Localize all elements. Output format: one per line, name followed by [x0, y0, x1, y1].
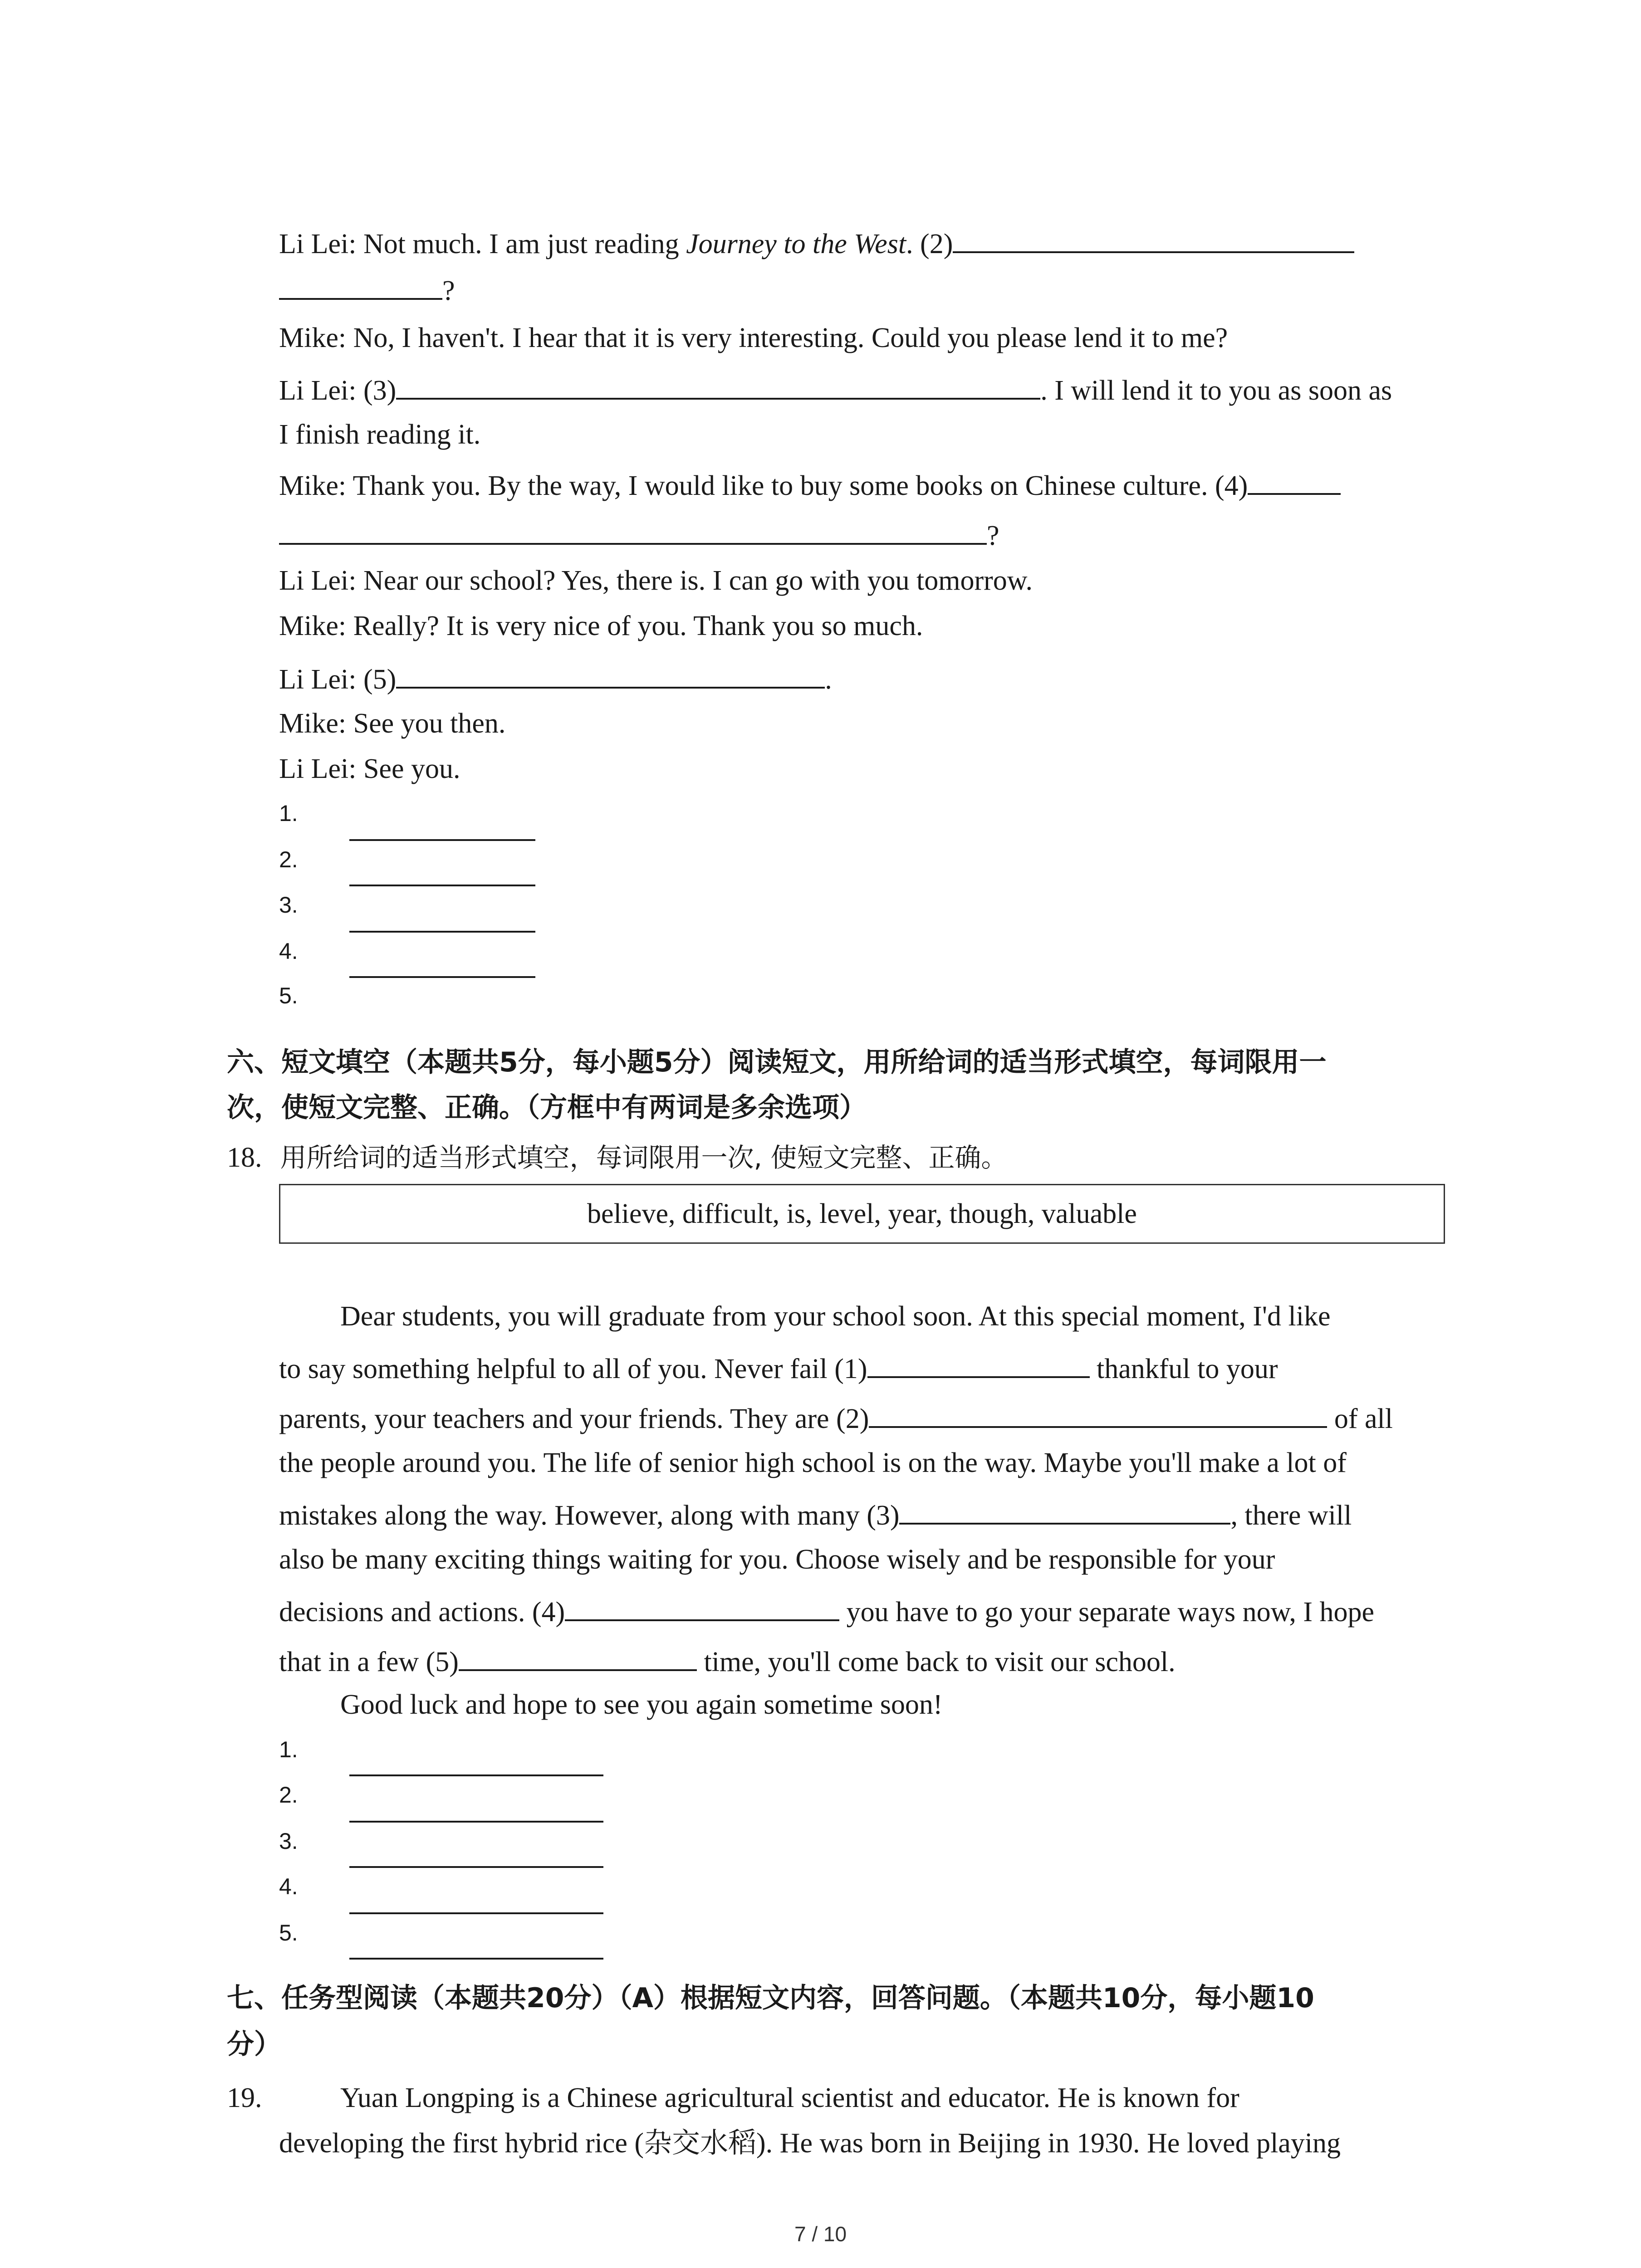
dialogue-line	[279, 370, 1392, 409]
dialogue-line: Li Lei: Near our school? Yes, there is. I can go with you tomorrow.	[279, 565, 1033, 596]
passage-text: to say something helpful to all of you. Never fail (1)	[279, 1354, 867, 1384]
word-box: believe, difficult, is, level, year, though, valuable	[279, 1184, 1445, 1244]
blank-line	[1248, 465, 1341, 495]
answer-number: 5.	[279, 983, 298, 1008]
section-heading: 六、短文填空（本题共5分，每小题5分）阅读短文，用所给词的适当形式填空，每词限用一	[227, 1046, 1327, 1078]
answer-number: 3.	[279, 1828, 298, 1854]
blank-line	[953, 223, 1354, 253]
passage-line	[279, 1591, 1374, 1630]
dialogue-line	[279, 223, 1354, 262]
book-title: Journey to the West	[686, 229, 906, 259]
section-heading: 次，使短文完整、正确。（方框中有两词是多余选项）	[227, 1092, 867, 1124]
blank-line	[899, 1495, 1230, 1525]
passage-text: of all	[1327, 1403, 1393, 1434]
blank-line	[279, 270, 442, 300]
dialogue-line	[279, 515, 999, 554]
question-18	[227, 1139, 1007, 1176]
page-number: 7 / 10	[794, 2222, 847, 2246]
answer-blank[interactable]	[349, 885, 535, 886]
dialogue-line	[279, 659, 832, 698]
dialogue-text: ?	[442, 275, 455, 306]
answer-blank[interactable]	[349, 976, 535, 978]
passage-line: also be many exciting things waiting for you. Choose wisely and be responsible for your	[279, 1544, 1275, 1575]
answer-blank[interactable]	[349, 839, 535, 841]
passage-line	[279, 1641, 1176, 1680]
dialogue-line	[279, 270, 455, 309]
dialogue-line: Li Lei: See you.	[279, 753, 460, 784]
dialogue-text: Li Lei: (5)	[279, 664, 397, 695]
answer-blank[interactable]	[349, 1912, 603, 1914]
section-heading: 分）	[227, 2028, 281, 2060]
passage-line: Yuan Longping is a Chinese agricultural scientist and educator. He is known for	[340, 2082, 1239, 2113]
question-number: 18.	[227, 1142, 262, 1173]
blank-line	[459, 1641, 697, 1671]
dialogue-text: . I will lend it to you as soon as	[1040, 375, 1392, 406]
passage-line: Dear students, you will graduate from your school soon. At this special moment, I'd like	[340, 1301, 1331, 1332]
dialogue-line: Mike: See you then.	[279, 708, 506, 739]
answer-number: 2.	[279, 1782, 298, 1808]
answer-blank[interactable]	[349, 931, 535, 933]
question-number: 19.	[227, 2082, 262, 2113]
blank-line	[867, 1348, 1090, 1378]
question-instruction: 用所给词的适当形式填空，每词限用一次, 使短文完整、正确。	[280, 1142, 1008, 1173]
passage-text: decisions and actions. (4)	[279, 1597, 565, 1628]
answer-number: 4.	[279, 1874, 298, 1899]
dialogue-text: . (2)	[906, 229, 953, 259]
blank-line	[396, 370, 1040, 400]
passage-text: parents, your teachers and your friends. They are (2)	[279, 1403, 869, 1434]
passage-line	[279, 1495, 1352, 1534]
answer-number: 1.	[279, 801, 298, 826]
answer-blank[interactable]	[349, 1821, 603, 1823]
blank-line	[565, 1591, 839, 1621]
section-heading: 七、任务型阅读（本题共20分）（A）根据短文内容，回答问题。（本题共10分，每小题10	[227, 1982, 1314, 2014]
dialogue-text: .	[825, 664, 832, 695]
dialogue-text: Li Lei: (3)	[279, 375, 397, 406]
dialogue-line: I finish reading it.	[279, 419, 481, 450]
passage-line: developing the first hybrid rice (杂交水稻). He was born in Beijing in 1930. He loved playing	[279, 2128, 1341, 2159]
passage-text: thankful to your	[1089, 1354, 1278, 1384]
answer-blank[interactable]	[349, 1866, 603, 1868]
passage-line: the people around you. The life of senior high school is on the way. Maybe you'll make a lot of	[279, 1447, 1347, 1478]
dialogue-text: Li Lei: Not much. I am just reading	[279, 229, 686, 259]
blank-line	[279, 515, 987, 545]
passage-line	[279, 1348, 1278, 1387]
dialogue-line: Mike: No, I haven't. I hear that it is very interesting. Could you please lend it to me?	[279, 323, 1228, 353]
answer-number: 3.	[279, 892, 298, 918]
dialogue-text: ?	[987, 520, 999, 551]
passage-line: Good luck and hope to see you again sometime soon!	[340, 1689, 943, 1720]
dialogue-text: Mike: Thank you. By the way, I would like to buy some books on Chinese culture. (4)	[279, 470, 1248, 501]
passage-line	[279, 1398, 1393, 1437]
answer-number: 2.	[279, 847, 298, 872]
passage-text: , there will	[1230, 1500, 1352, 1531]
dialogue-line	[279, 465, 1341, 504]
dialogue-line: Mike: Really? It is very nice of you. Thank you so much.	[279, 611, 923, 641]
passage-text: you have to go your separate ways now, I hope	[839, 1597, 1374, 1628]
answer-number: 1.	[279, 1737, 298, 1762]
passage-text: time, you'll come back to visit our school.	[696, 1647, 1176, 1677]
answer-blank[interactable]	[349, 1958, 603, 1960]
answer-number: 4.	[279, 938, 298, 964]
answer-number: 5.	[279, 1920, 298, 1945]
blank-line	[869, 1398, 1327, 1428]
passage-text: mistakes along the way. However, along with many (3)	[279, 1500, 900, 1531]
answer-blank[interactable]	[349, 1774, 603, 1776]
blank-line	[396, 659, 825, 689]
passage-text: that in a few (5)	[279, 1647, 459, 1677]
